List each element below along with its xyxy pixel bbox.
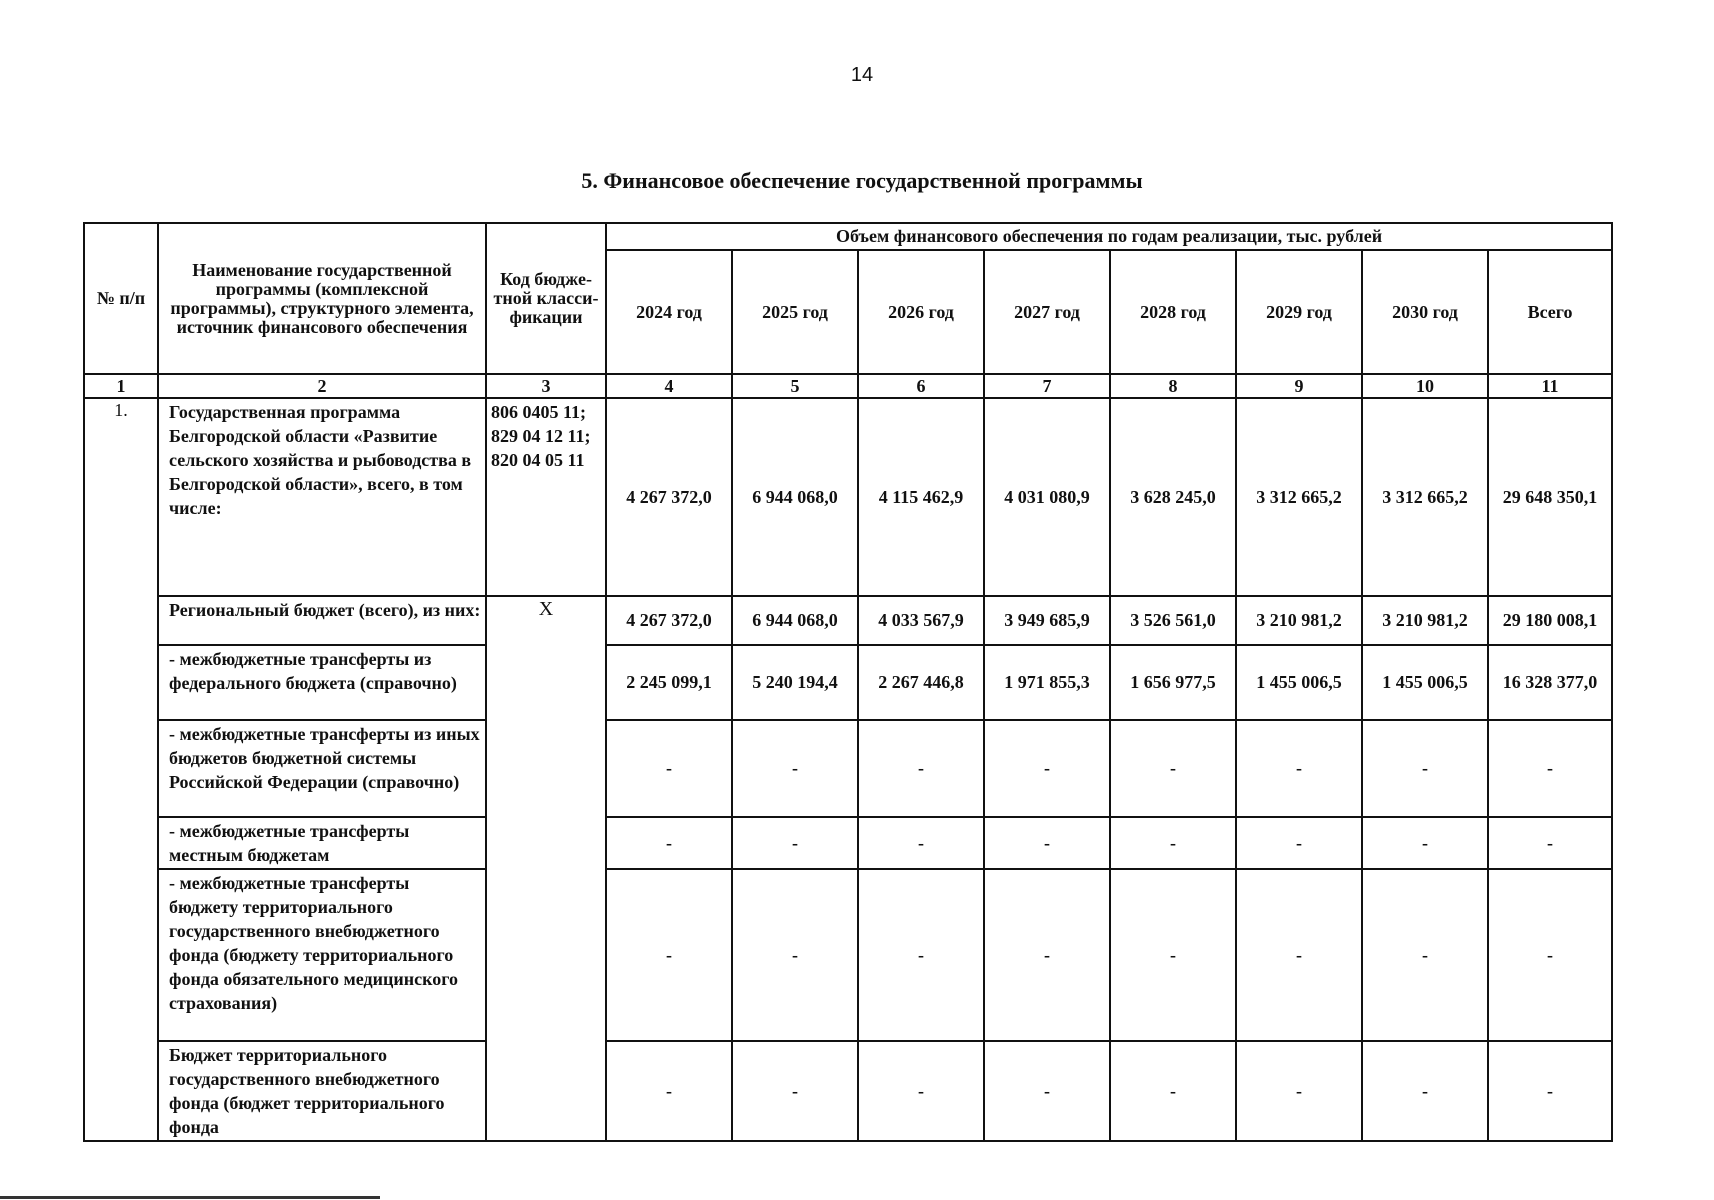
header-name: Наименование государственной программы (комплексной программы), структурного элемента, источник финансового обеспечения — [158, 223, 486, 374]
value-cell: - — [858, 817, 984, 869]
column-number: 3 — [486, 374, 606, 398]
value-cell: - — [858, 1041, 984, 1141]
column-number: 5 — [732, 374, 858, 398]
column-number: 7 — [984, 374, 1110, 398]
value-cell: - — [1362, 720, 1488, 817]
value-cell: 6 944 068,0 — [732, 398, 858, 596]
row-code: X — [486, 596, 606, 1141]
value-cell: - — [984, 817, 1110, 869]
value-cell: 3 210 981,2 — [1236, 596, 1362, 645]
value-cell: 4 031 080,9 — [984, 398, 1110, 596]
value-cell: - — [606, 1041, 732, 1141]
row-number: 1. — [84, 398, 158, 1141]
header-year: 2028 год — [1110, 250, 1236, 374]
table-row — [84, 720, 1612, 817]
row-name: - межбюджетные трансферты местным бюджетам — [158, 817, 486, 869]
value-cell: - — [1110, 1041, 1236, 1141]
scan-edge-line — [0, 1196, 380, 1199]
column-numbers-row — [84, 374, 1612, 398]
value-cell: - — [606, 720, 732, 817]
column-number: 1 — [84, 374, 158, 398]
row-name: Региональный бюджет (всего), из них: — [158, 596, 486, 645]
table-row — [84, 1041, 1612, 1141]
value-cell: - — [1488, 817, 1612, 869]
page-number: 14 — [850, 64, 874, 86]
value-cell: - — [984, 869, 1110, 1041]
value-cell: 3 526 561,0 — [1110, 596, 1236, 645]
value-cell: - — [1110, 720, 1236, 817]
column-number: 10 — [1362, 374, 1488, 398]
column-number: 11 — [1488, 374, 1612, 398]
value-cell: - — [1488, 869, 1612, 1041]
value-cell: - — [858, 869, 984, 1041]
value-cell: 3 628 245,0 — [1110, 398, 1236, 596]
value-cell: 1 656 977,5 — [1110, 645, 1236, 720]
value-cell: 3 210 981,2 — [1362, 596, 1488, 645]
value-cell: 29 180 008,1 — [1488, 596, 1612, 645]
header-group: Объем финансового обеспечения по годам реализации, тыс. рублей — [606, 223, 1612, 250]
value-cell: - — [606, 869, 732, 1041]
value-cell: 4 267 372,0 — [606, 596, 732, 645]
header-year: 2029 год — [1236, 250, 1362, 374]
row-name: - межбюджетные трансферты бюджету территориального государственного внебюджетного фонда (бюджету территориального фонда обязательного медицинского страхования) — [158, 869, 486, 1041]
value-cell: - — [858, 720, 984, 817]
value-cell: - — [1362, 817, 1488, 869]
value-cell: 3 949 685,9 — [984, 596, 1110, 645]
header-total: Всего — [1488, 250, 1612, 374]
value-cell: - — [984, 720, 1110, 817]
document-title: 5. Финансовое обеспечение государственной программы — [581, 168, 1143, 193]
table-row — [84, 398, 1612, 596]
table-row — [84, 869, 1612, 1041]
header-code: Код бюдже-тной класси-фикации — [486, 223, 606, 374]
value-cell: - — [1488, 720, 1612, 817]
column-number: 9 — [1236, 374, 1362, 398]
value-cell: - — [732, 720, 858, 817]
value-cell: - — [732, 1041, 858, 1141]
value-cell: - — [1488, 1041, 1612, 1141]
value-cell: 2 267 446,8 — [858, 645, 984, 720]
value-cell: - — [606, 817, 732, 869]
table-row — [84, 645, 1612, 720]
value-cell: 3 312 665,2 — [1236, 398, 1362, 596]
value-cell: 4 033 567,9 — [858, 596, 984, 645]
value-cell: - — [984, 1041, 1110, 1141]
value-cell: - — [732, 869, 858, 1041]
row-name: Бюджет территориального государственного внебюджетного фонда (бюджет территориального фонда — [158, 1041, 486, 1141]
value-cell: 3 312 665,2 — [1362, 398, 1488, 596]
header-year: 2026 год — [858, 250, 984, 374]
value-cell: - — [1236, 1041, 1362, 1141]
value-cell: 1 455 006,5 — [1236, 645, 1362, 720]
value-cell: - — [1236, 720, 1362, 817]
header-year: 2024 год — [606, 250, 732, 374]
value-cell: 2 245 099,1 — [606, 645, 732, 720]
row-name: - межбюджетные трансферты из федерального бюджета (справочно) — [158, 645, 486, 720]
value-cell: 4 115 462,9 — [858, 398, 984, 596]
table-row — [84, 817, 1612, 869]
value-cell: 29 648 350,1 — [1488, 398, 1612, 596]
row-code: 806 0405 11; 829 04 12 11; 820 04 05 11 — [486, 398, 606, 596]
header-year: 2027 год — [984, 250, 1110, 374]
column-number: 4 — [606, 374, 732, 398]
value-cell: 6 944 068,0 — [732, 596, 858, 645]
header-year: 2030 год — [1362, 250, 1488, 374]
column-number: 6 — [858, 374, 984, 398]
financing-table — [83, 222, 1613, 1142]
value-cell: 1 455 006,5 — [1362, 645, 1488, 720]
value-cell: - — [1236, 869, 1362, 1041]
value-cell: 1 971 855,3 — [984, 645, 1110, 720]
value-cell: 4 267 372,0 — [606, 398, 732, 596]
value-cell: - — [1110, 869, 1236, 1041]
value-cell: 5 240 194,4 — [732, 645, 858, 720]
table-row — [84, 596, 1612, 645]
value-cell: - — [1236, 817, 1362, 869]
value-cell: - — [732, 817, 858, 869]
row-name: Государственная программа Белгородской области «Развитие сельского хозяйства и рыбоводства в Белгородской области», всего, в том числе: — [158, 398, 486, 596]
header-no: № п/п — [84, 223, 158, 374]
value-cell: - — [1362, 1041, 1488, 1141]
row-name: - межбюджетные трансферты из иных бюджетов бюджетной системы Российской Федерации (справочно) — [158, 720, 486, 817]
value-cell: - — [1110, 817, 1236, 869]
column-number: 2 — [158, 374, 486, 398]
value-cell: 16 328 377,0 — [1488, 645, 1612, 720]
header-year: 2025 год — [732, 250, 858, 374]
value-cell: - — [1362, 869, 1488, 1041]
column-number: 8 — [1110, 374, 1236, 398]
